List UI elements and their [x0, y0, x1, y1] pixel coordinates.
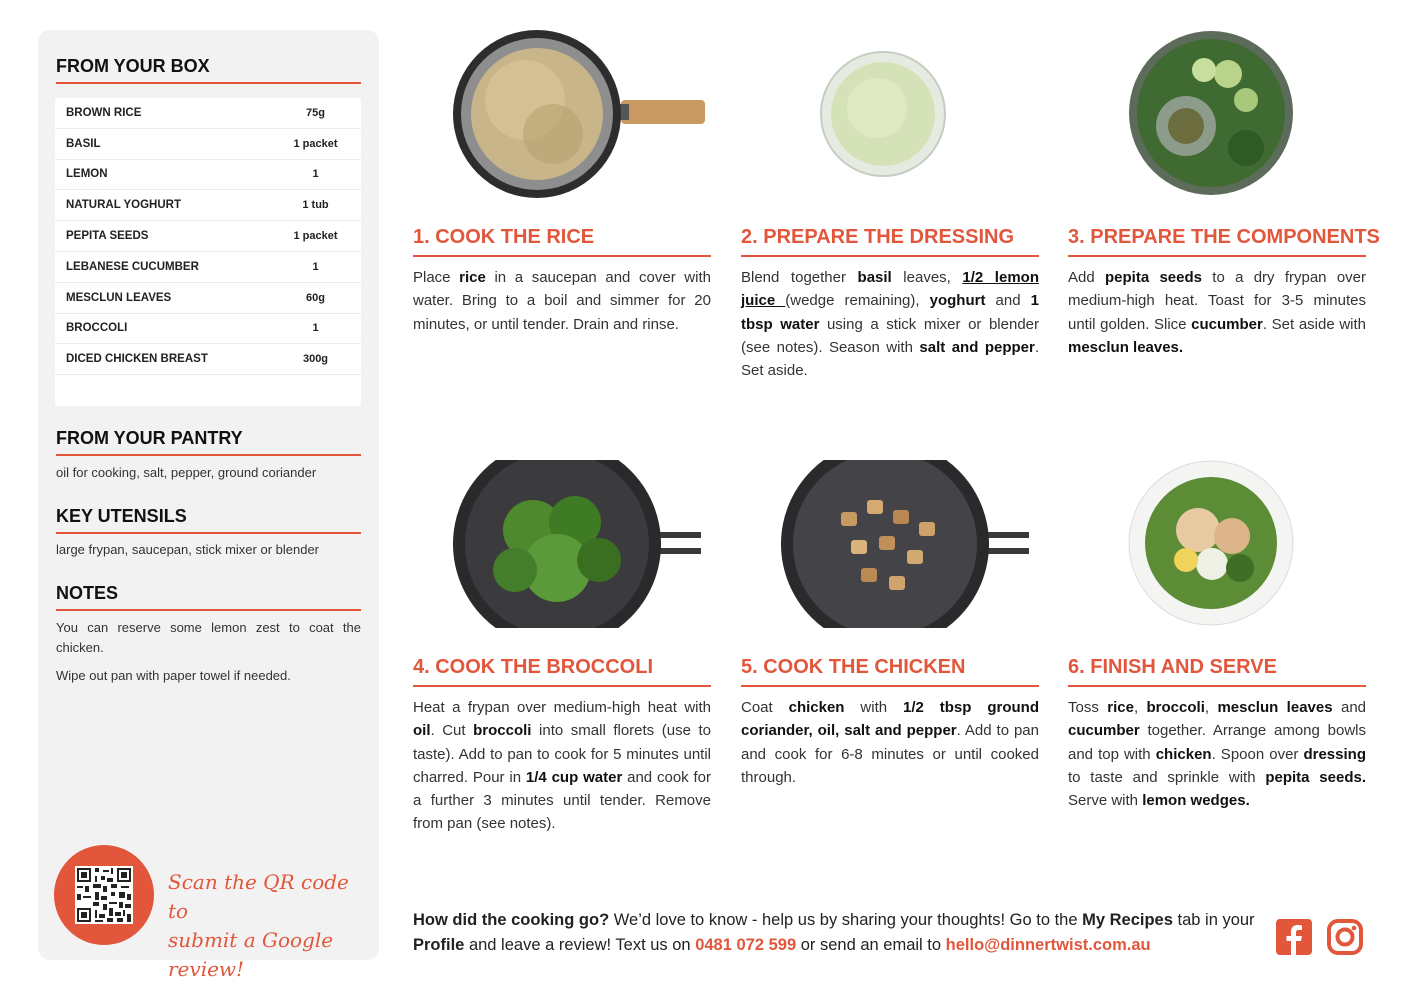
salad-components-bowl-image — [1128, 30, 1294, 196]
ingredient-name: BASIL — [66, 137, 101, 150]
step-6 — [1068, 460, 1366, 850]
ingredient-row — [55, 314, 361, 345]
ingredient-name: DICED CHICKEN BREAST — [66, 353, 208, 366]
step-1-body: Place rice in a saucepan and cover with water. Bring to a boil and simmer for 20 minutes, or until tender. Drain and rinse. — [413, 269, 711, 333]
pantry-heading: FROM YOUR PANTRY — [56, 428, 361, 456]
step-5-body: Coat chicken with 1/2 tbsp ground coriander, oil, salt and pepper. Add to pan and cook for 6-8 minutes or until cooked through. — [741, 699, 1039, 786]
utensils-heading: KEY UTENSILS — [56, 506, 361, 534]
ingredient-qty: 1 — [312, 322, 319, 335]
qr-caption — [168, 868, 368, 984]
ingredient-qty: 1 — [312, 168, 319, 181]
step-4 — [413, 460, 711, 850]
step-4-title: 4. COOK THE BROCCOLI — [413, 656, 711, 687]
broccoli-frypan-image — [453, 460, 703, 628]
ingredient-row — [55, 283, 361, 314]
chicken-frypan-image — [781, 460, 1031, 628]
ingredient-qty: 1 packet — [293, 137, 338, 150]
ingredient-name: PEPITA SEEDS — [66, 230, 149, 243]
review-prompt: How did the cooking go? We’d love to know - help us by sharing your thoughts! Go to the My Recipes tab in your Profile and leave a review! Text us on 0481 072 599 or send an email to hello@dinnertwist.com.au — [413, 911, 1255, 954]
ingredient-row — [55, 344, 361, 375]
email-link[interactable]: hello@dinnertwist.com.au — [945, 936, 1151, 954]
dressing-bowl-image — [819, 50, 947, 178]
ingredient-row — [55, 129, 361, 160]
step-4-body: Heat a frypan over medium-high heat with oil. Cut broccoli into small florets (use to taste). Add to pan to cook for 5 minutes until charred. Pour in 1/4 cup water and cook for a further 3 minutes until tender. Remove from pan (see notes). — [413, 699, 712, 833]
step-1 — [413, 30, 711, 410]
step-5-title: 5. COOK THE CHICKEN — [741, 656, 1039, 687]
note-2: Wipe out pan with paper towel if needed. — [56, 668, 291, 683]
sidebar — [38, 30, 379, 981]
ingredient-table — [55, 98, 361, 406]
utensils-text: large frypan, saucepan, stick mixer or blender — [56, 542, 320, 557]
ingredient-name: BROCCOLI — [66, 322, 128, 335]
step-3 — [1068, 30, 1380, 410]
ingredient-row — [55, 98, 361, 129]
instagram-icon[interactable] — [1327, 919, 1363, 955]
ingredient-name: LEMON — [66, 168, 108, 181]
ingredient-row — [55, 190, 361, 221]
pantry-text: oil for cooking, salt, pepper, ground coriander — [56, 465, 317, 480]
qr-caption-line1: Scan the QR code to — [168, 870, 349, 923]
ingredient-name: MESCLUN LEAVES — [66, 291, 172, 304]
qr-badge — [54, 845, 154, 945]
step-5 — [741, 460, 1039, 850]
finished-salad-bowl-image — [1128, 460, 1294, 626]
step-3-body: Add pepita seeds to a dry frypan over medium-high heat. Toast for 3-5 minutes until golden. Slice cucumber. Set aside with mesclun leaves. — [1068, 269, 1367, 356]
facebook-icon[interactable] — [1276, 919, 1312, 955]
ingredient-name: BROWN RICE — [66, 106, 142, 119]
ingredient-name: NATURAL YOGHURT — [66, 199, 181, 212]
qr-caption-line2: submit a Google review! — [168, 928, 334, 981]
ingredient-row — [55, 252, 361, 283]
phone-link[interactable]: 0481 072 599 — [695, 936, 797, 954]
step-2-body: Blend together basil leaves, 1/2 lemon juice (wedge remaining), yoghurt and 1 tbsp water using a stick mixer or blender (see notes). Season with salt and pepper. Set aside. — [741, 269, 1040, 380]
ingredient-row — [55, 221, 361, 252]
notes-heading: NOTES — [56, 583, 361, 611]
ingredient-qty: 1 packet — [293, 230, 338, 243]
ingredient-qty: 300g — [302, 353, 329, 366]
step-2 — [741, 30, 1039, 410]
ingredient-row — [55, 160, 361, 191]
ingredient-qty: 1 — [312, 260, 319, 273]
step-6-title: 6. FINISH AND SERVE — [1068, 656, 1366, 687]
step-1-title: 1. COOK THE RICE — [413, 226, 711, 257]
from-your-box-heading: FROM YOUR BOX — [56, 56, 361, 84]
ingredient-name: LEBANESE CUCUMBER — [66, 260, 199, 273]
ingredient-qty: 60g — [306, 291, 325, 304]
rice-in-strainer-image — [449, 30, 705, 198]
qr-code-icon[interactable] — [75, 866, 133, 924]
ingredient-qty: 1 tub — [302, 199, 329, 212]
note-1: You can reserve some lemon zest to coat the chicken. — [56, 620, 361, 655]
step-2-title: 2. PREPARE THE DRESSING — [741, 226, 1039, 257]
step-3-title: 3. PREPARE THE COMPONENTS — [1068, 226, 1366, 257]
step-6-body: Toss rice, broccoli, mesclun leaves and cucumber together. Arrange among bowls and top with chicken. Spoon over dressing to taste and sprinkle with pepita seeds. Serve with lemon wedges. — [1068, 699, 1366, 810]
ingredient-qty: 75g — [306, 106, 325, 119]
